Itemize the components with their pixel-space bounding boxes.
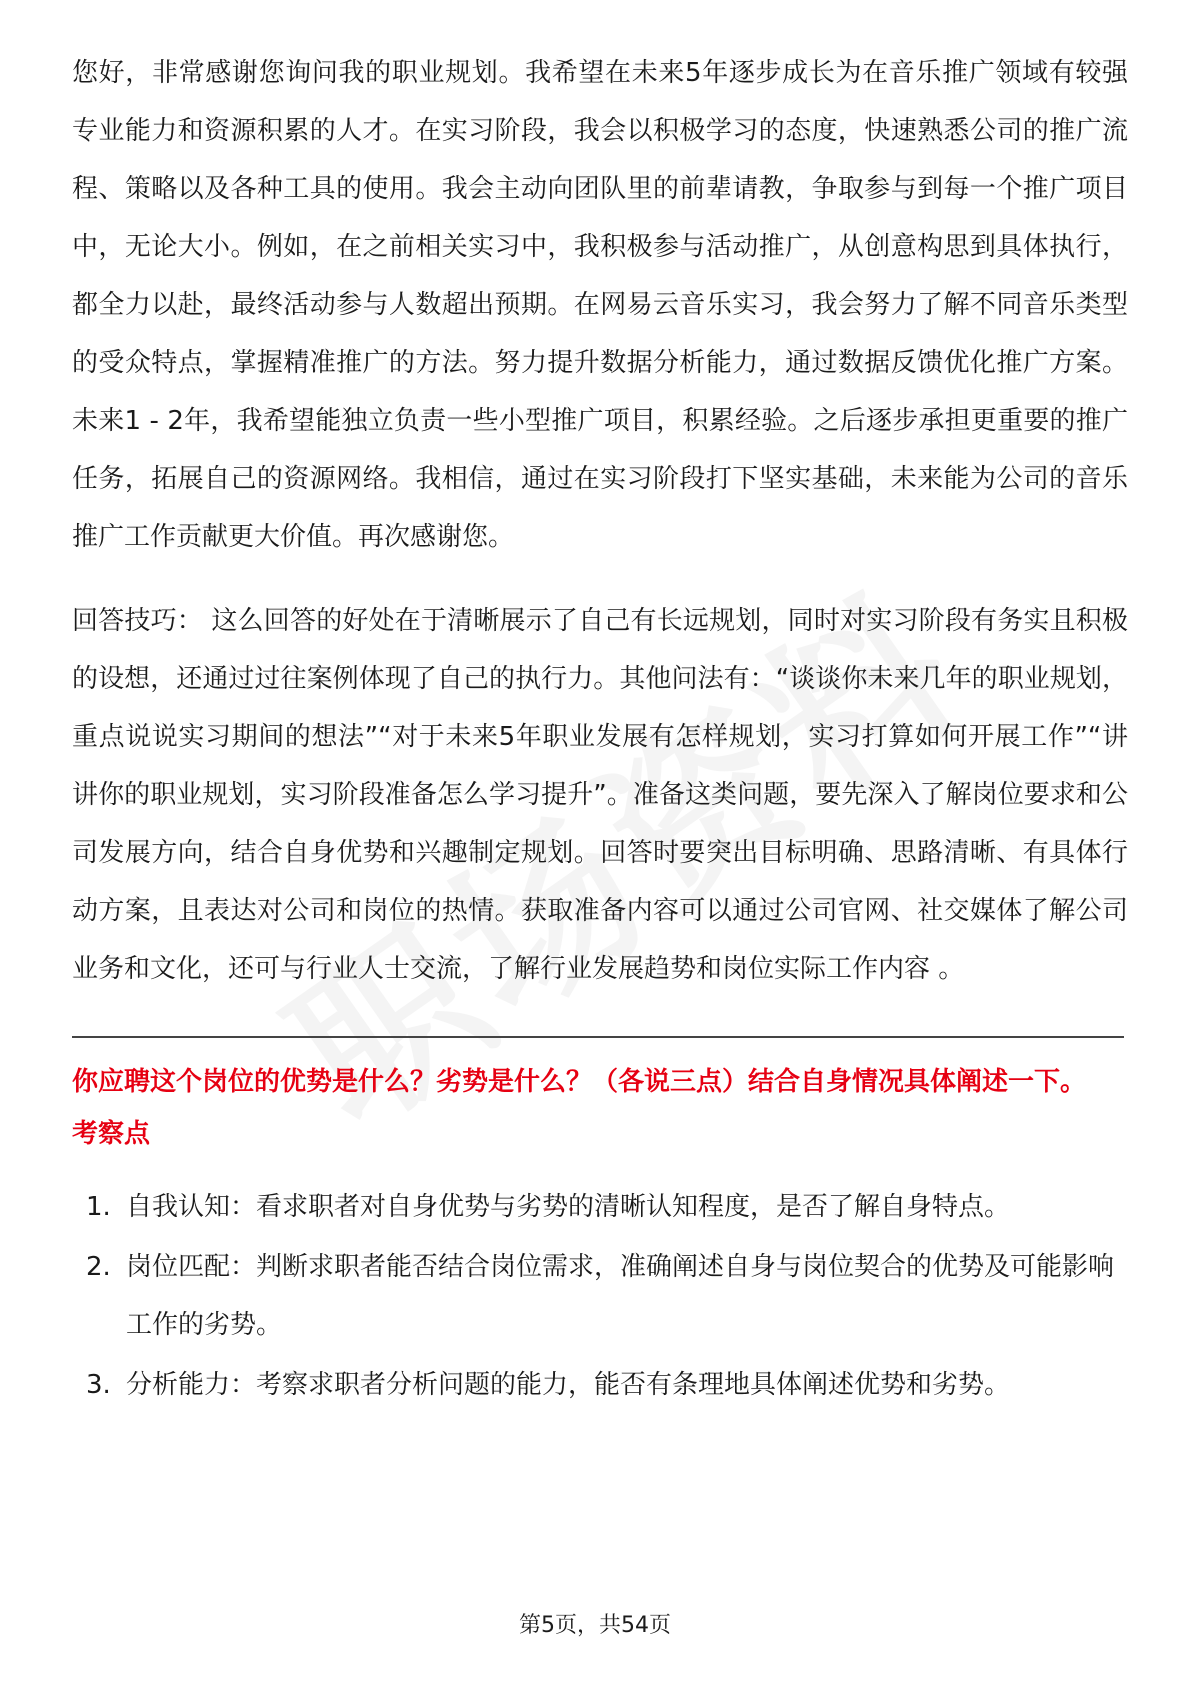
assessment-points-list: [72, 1178, 1128, 1414]
assessment-point: [72, 1238, 1128, 1354]
answer-paragraph: 您好，非常感谢您询问我的职业规划。我希望在未来5年逐步成长为在音乐推广领域有较强专业能力和资源积累的人才。在实习阶段，我会以积极学习的态度，快速熟悉公司的推广流程、策略以及各种工具的使用。我会主动向团队里的前辈请教，争取参与到每一个推广项目中，无论大小。例如，在之前相关实习中，我积极参与活动推广，从创意构思到具体执行，都全力以赴，最终活动参与人数超出预期。在网易云音乐实习，我会努力了解不同音乐类型的受众特点，掌握精准推广的方法。努力提升数据分析能力，通过数据反馈优化推广方案。未来1 - 2年，我希望能独立负责一些小型推广项目，积累经验。之后逐步承担更重要的推广任务，拓展自己的资源网络。我相信，通过在实习阶段打下坚实基础，未来能为公司的音乐推广工作贡献更大价值。再次感谢您。: [72, 58, 1128, 552]
document-page: [72, 44, 1128, 1416]
tips-paragraph: 回答技巧： 这么回答的好处在于清晰展示了自己有长远规划，同时对实习阶段有务实且积极的设想，还通过过往案例体现了自己的执行力。其他问法有：“谈谈你未来几年的职业规划，重点说说实习期间的想法”“对于未来5年职业发展有怎样规划，实习打算如何开展工作”“讲讲你的职业规划，实习阶段准备怎么学习提升”。准备这类问题，要先深入了解岗位要求和公司发展方向，结合自身优势和兴趣制定规划。回答时要突出目标明确、思路清晰、有具体行动方案，且表达对公司和岗位的热情。获取准备内容可以通过公司官网、社交媒体了解公司业务和文化，还可与行业人士交流，了解行业发展趋势和岗位实际工作内容 。: [72, 606, 1128, 984]
point-text: 分析能力：考察求职者分析问题的能力，能否有条理地具体阐述优势和劣势。: [126, 1370, 1011, 1400]
interview-question: 你应聘这个岗位的优势是什么？劣势是什么？（各说三点）结合自身情况具体阐述一下。: [72, 1067, 1087, 1097]
section-divider: [72, 1036, 1124, 1038]
point-number: 3.: [86, 1370, 111, 1400]
point-number: 2.: [86, 1252, 111, 1282]
assessment-point: [72, 1356, 1128, 1414]
assessment-point: [72, 1178, 1128, 1236]
point-number: 1.: [86, 1192, 111, 1222]
point-text: 岗位匹配：判断求职者能否结合岗位需求，准确阐述自身与岗位契合的优势及可能影响工作的劣势。: [126, 1252, 1115, 1340]
section-title: 考察点: [72, 1119, 151, 1149]
page-footer: 第5页，共54页: [519, 1613, 671, 1638]
point-text: 自我认知：看求职者对自身优势与劣势的清晰认知程度，是否了解自身特点。: [126, 1192, 1011, 1222]
